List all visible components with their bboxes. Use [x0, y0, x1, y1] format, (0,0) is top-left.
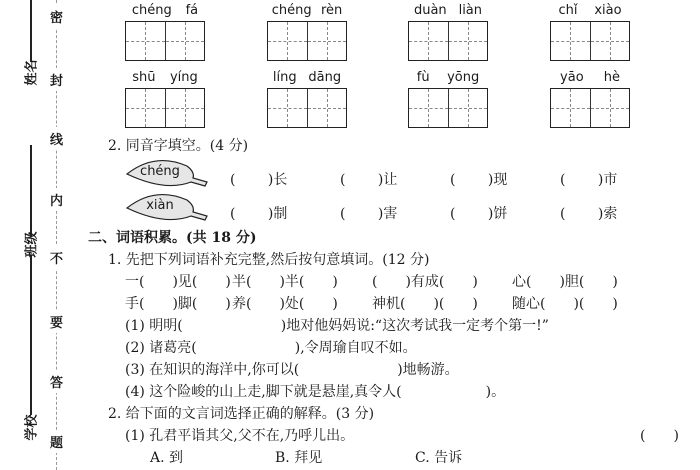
seal-char: 要	[50, 310, 63, 333]
q2-title: 2. 同音字填空。(4 分)	[108, 138, 249, 154]
blank-suffix: 饼	[493, 206, 508, 222]
leaf-pinyin: chéng	[140, 164, 180, 179]
seal-char: 封	[50, 68, 63, 91]
margin-line	[30, 0, 32, 62]
pinyin-label	[550, 3, 630, 18]
pinyin: shū	[132, 70, 156, 85]
pinyin: xiào	[594, 3, 622, 18]
classical-sentence: (1) 孔君平诣其父,父不在,乃呼儿出。	[125, 428, 355, 444]
grid-cell[interactable]	[166, 22, 205, 60]
option-c[interactable]: C. 告诉	[415, 450, 463, 466]
margin-line	[30, 145, 32, 237]
name-label: 姓名	[24, 59, 40, 86]
fill-blank[interactable]: ( )害	[340, 206, 398, 222]
pinyin: fù	[416, 70, 430, 85]
pinyin: hè	[603, 70, 620, 85]
pinyin-label	[550, 70, 630, 85]
pinyin-label	[267, 70, 347, 85]
idiom-blank[interactable]: 手( )脚( )	[125, 296, 231, 312]
blank-suffix: 制	[273, 206, 288, 222]
leaf-icon	[125, 158, 210, 188]
blank-suffix: 长	[273, 172, 288, 188]
seal-char: 内	[50, 188, 63, 211]
pinyin-label	[125, 70, 205, 85]
leaf-icon	[125, 192, 210, 222]
pinyin: dāng	[308, 70, 342, 85]
grid-cell[interactable]	[308, 89, 347, 127]
pinyin: yōng	[447, 70, 480, 85]
idiom-blank[interactable]: 养( )处( )	[232, 296, 338, 312]
writing-grid[interactable]	[125, 21, 205, 61]
sentence-2[interactable]: (2) 诸葛亮( ),令周瑜自叹不如。	[125, 340, 417, 356]
school-label: 学校	[24, 414, 40, 441]
q2-classical-title: 2. 给下面的文言词选择正确的解释。(3 分)	[108, 406, 375, 422]
fill-blank[interactable]: ( )现	[450, 172, 508, 188]
grid-cell[interactable]	[308, 22, 347, 60]
fill-blank[interactable]: ( )市	[560, 172, 618, 188]
writing-grid[interactable]	[267, 88, 347, 128]
writing-grid[interactable]	[125, 88, 205, 128]
class-label: 班级	[24, 231, 40, 258]
pinyin: chéng	[271, 3, 312, 18]
grid-cell[interactable]	[409, 22, 449, 60]
section2-title: 二、词语积累。(共 18 分)	[88, 230, 257, 246]
grid-cell[interactable]	[126, 89, 166, 127]
grid-cell[interactable]	[409, 89, 449, 127]
pinyin-label	[408, 70, 488, 85]
pinyin-label	[408, 3, 488, 18]
grid-cell[interactable]	[268, 89, 308, 127]
margin-line	[30, 255, 32, 415]
blank-suffix: 现	[493, 172, 508, 188]
fill-blank[interactable]: ( )饼	[450, 206, 508, 222]
writing-grid[interactable]	[267, 21, 347, 61]
writing-grid[interactable]	[408, 21, 488, 61]
grid-cell[interactable]	[551, 89, 591, 127]
pinyin: rèn	[321, 3, 343, 18]
fill-blank[interactable]: ( )索	[560, 206, 618, 222]
grid-cell[interactable]	[449, 89, 488, 127]
pinyin: duàn	[413, 3, 447, 18]
grid-cell[interactable]	[551, 22, 591, 60]
fill-blank[interactable]: ( )制	[230, 206, 288, 222]
writing-grid[interactable]	[550, 21, 630, 61]
sentence-3[interactable]: (3) 在知识的海洋中,你可以( )地畅游。	[125, 362, 459, 378]
leaf-pinyin: xiàn	[146, 198, 174, 213]
idiom-blank[interactable]: ( )有成( )	[372, 274, 478, 290]
q1-title: 1. 先把下列词语补充完整,然后按句意填词。(12 分)	[108, 252, 430, 268]
fill-blank[interactable]: ( )让	[340, 172, 398, 188]
pinyin: chéng	[131, 3, 172, 18]
option-b[interactable]: B. 拜见	[275, 450, 323, 466]
pinyin: fá	[185, 3, 199, 18]
idiom-blank[interactable]: 心( )胆( )	[512, 274, 618, 290]
seal-char: 答	[50, 370, 63, 393]
writing-grid[interactable]	[550, 88, 630, 128]
pinyin: líng	[272, 70, 297, 85]
blank-suffix: 市	[603, 172, 618, 188]
pinyin: yíng	[169, 70, 198, 85]
pinyin-label	[125, 3, 205, 18]
seal-char: 不	[50, 246, 63, 269]
grid-cell[interactable]	[449, 22, 488, 60]
idiom-blank[interactable]: 随心( )( )	[512, 296, 618, 312]
pinyin: liàn	[458, 3, 483, 18]
answer-blank[interactable]: ( )	[640, 428, 679, 444]
seal-char: 题	[50, 430, 63, 453]
grid-cell[interactable]	[166, 89, 205, 127]
writing-grid[interactable]	[408, 88, 488, 128]
blank-suffix: 让	[383, 172, 398, 188]
pinyin: yāo	[560, 70, 584, 85]
grid-cell[interactable]	[591, 22, 630, 60]
idiom-blank[interactable]: 一( )见( )	[125, 274, 231, 290]
grid-cell[interactable]	[268, 22, 308, 60]
fill-blank[interactable]: ( )长	[230, 172, 288, 188]
pinyin-label	[267, 3, 347, 18]
option-a[interactable]: A. 到	[150, 450, 184, 466]
sentence-1[interactable]: (1) 明明( )地对他妈妈说:“这次考试我一定考个第一!”	[125, 318, 549, 334]
seal-char: 线	[50, 127, 63, 150]
grid-cell[interactable]	[126, 22, 166, 60]
blank-suffix: 索	[603, 206, 618, 222]
idiom-blank[interactable]: 半( )半( )	[232, 274, 338, 290]
pinyin: chǐ	[558, 3, 578, 18]
grid-cell[interactable]	[591, 89, 630, 127]
blank-suffix: 害	[383, 206, 398, 222]
idiom-blank[interactable]: 神机( )( )	[372, 296, 478, 312]
seal-char: 密	[50, 5, 63, 28]
sentence-4[interactable]: (4) 这个险峻的山上走,脚下就是悬崖,真令人( )。	[125, 384, 506, 400]
